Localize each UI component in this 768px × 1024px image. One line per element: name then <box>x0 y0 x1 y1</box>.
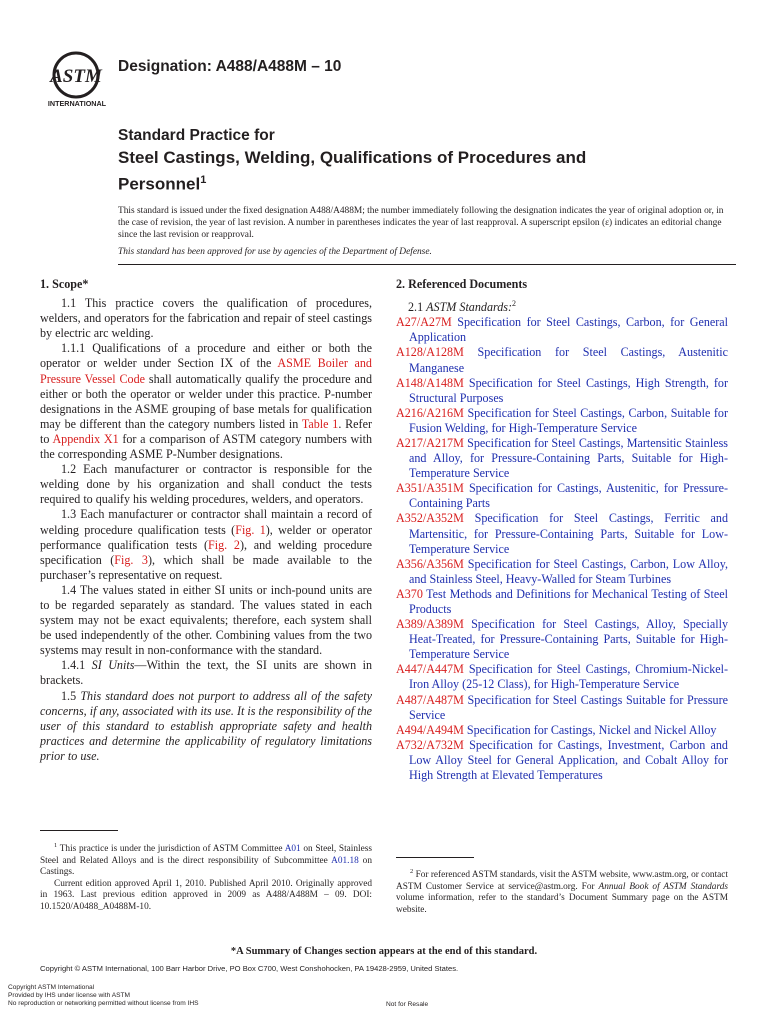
para-text: ), welder or operator performance qualification tests ( <box>40 522 373 552</box>
astm-standards-label <box>396 296 728 315</box>
summary-notice: *A Summary of Changes section appears at the end of this standard. <box>230 946 538 957</box>
fig-2-link[interactable]: Fig. 2 <box>207 537 240 552</box>
reference-title-link[interactable]: Specification for Steel Castings, Austenitic Manganese <box>409 345 728 375</box>
reference-title-link[interactable]: Specification for Castings, Austenitic, for Pressure-Containing Parts <box>409 481 728 511</box>
reference-code-link[interactable]: A217/A217M <box>396 435 464 450</box>
footnote-text: on Castings. <box>40 855 372 878</box>
reference-item <box>396 662 728 692</box>
reference-item <box>396 738 728 783</box>
para-1-2: 1.2 Each manufacturer or contractor is responsible for the welding done by his organization and shall conduct the tests required to qualify his welding procedures, welders, and operators. <box>40 462 372 507</box>
para-1-4-1 <box>40 658 372 688</box>
copyright-line: Copyright © ASTM International, 100 Barr Harbor Drive, PO Box C700, West Conshohocken, PA 19428-2959, United States. <box>40 964 459 973</box>
para-text: ), and welding procedure specification ( <box>40 537 372 567</box>
footnote-mark: 2 <box>512 299 517 309</box>
reference-title-link[interactable]: Specification for Castings, Investment, Carbon and Low Alloy Steel for General Application, and Cobalt Alloy for High Strength at Elevated Temperatures <box>409 737 728 783</box>
reference-item <box>396 511 728 556</box>
reference-code-link[interactable]: A370 <box>396 586 423 601</box>
para-text: —Within the text, the SI units are shown in brackets. <box>40 658 372 688</box>
title-prefix: Standard Practice for <box>118 127 275 144</box>
scope-heading: 1. Scope* <box>40 277 89 291</box>
license-line: Copyright ASTM International <box>8 984 95 991</box>
designation: Designation: A488/A488M – 10 <box>118 58 342 75</box>
para-number: 2.1 <box>408 300 427 315</box>
para-1-1-1 <box>40 341 372 462</box>
reference-title-link[interactable]: Specification for Steel Castings, Carbon, Suitable for Fusion Welding, for High-Temperature Service <box>409 405 728 435</box>
reference-code-link[interactable]: A352/A352M <box>396 511 464 526</box>
issuance-note: This standard is issued under the fixed designation A488/A488M; the number immediately following the designation indicates the year of original adoption or, in the case of revision, the year of last revision. A number in parentheses indicates the year of last reapproval. A superscript epsilon (ε) indicates an editorial change since the last revision or reapproval. <box>118 206 724 240</box>
para-text: . Refer to <box>40 416 372 446</box>
reference-title-link[interactable]: Specification for Steel Castings, Carbon, Low Alloy, and Stainless Steel, Heavy-Walled for Steam Turbines <box>409 556 728 586</box>
license-line: No reproduction or networking permitted without license from IHS <box>8 999 199 1007</box>
footnote-text: on Steel, Stainless Steel and Related Alloys and is the direct responsibility of Subcommittee <box>40 844 372 866</box>
reference-item <box>396 345 728 375</box>
reference-item <box>396 723 728 738</box>
reference-code-link[interactable]: A128/A128M <box>396 345 464 360</box>
subcommittee-a01-18-link[interactable]: A01.18 <box>331 855 359 866</box>
reference-title-link[interactable]: Specification for Steel Castings, Carbon, for General Application <box>409 315 728 345</box>
reference-item <box>396 376 728 406</box>
dod-approval-note: This standard has been approved for use by agencies of the Department of Defense. <box>118 247 432 257</box>
reference-code-link[interactable]: A216/A216M <box>396 405 464 420</box>
license-notice <box>8 984 199 1007</box>
footnote-mark: 2 <box>410 868 414 875</box>
reference-item <box>396 557 728 587</box>
reference-code-link[interactable]: A27/A27M <box>396 315 452 330</box>
reference-item <box>396 587 728 617</box>
para-text: shall automatically qualify the procedure and either or both the operator or welder under this practice. P-number designations in the ASME grouping of base metals for qualification may be different than the category numbers listed in <box>40 371 372 431</box>
title-line-3: Personnel <box>118 174 201 194</box>
reference-title-link[interactable]: Specification for Castings, Nickel and Nickel Alloy <box>466 722 717 737</box>
reference-title-link[interactable]: Test Methods and Definitions for Mechanical Testing of Steel Products <box>409 586 728 616</box>
footnote-divider-left <box>40 830 118 831</box>
reference-code-link[interactable]: A148/A148M <box>396 375 464 390</box>
title-line-2: Steel Castings, Welding, Qualifications of Procedures and <box>118 148 587 167</box>
para-subtitle: SI Units <box>91 658 135 673</box>
para-1-4: 1.4 The values stated in either SI units or inch-pound units are to be regarded separately as standard. The values stated in each system may not be exact equivalents; therefore, each system shall be used independently of the other. Combining values from the two systems may result in non-conformance with the standard. <box>40 582 372 658</box>
svg-text:ASTM: ASTM <box>50 66 102 87</box>
footnote-mark: 1 <box>54 842 58 849</box>
footnote-1 <box>40 840 372 914</box>
para-number: 1.5 <box>61 688 81 703</box>
reference-title-link[interactable]: Specification for Steel Castings, Martensitic Stainless and Alloy, for Pressure-Containing Parts, Suitable for High-Temperature Service <box>409 435 728 481</box>
reference-title-link[interactable]: Specification for Steel Castings, Alloy, Specially Heat-Treated, for Pressure-Containing Parts, Suitable for High-Temperature Service <box>409 617 728 662</box>
para-1-5 <box>40 689 372 764</box>
footnote-2 <box>396 866 728 916</box>
para-1-3 <box>40 507 372 582</box>
safety-statement: This standard does not purport to address all of the safety concerns, if any, associated with its use. It is the responsibility of the user of this standard to establish appropriate safety and health practices and determine the applicability of regulatory limitations prior to use. <box>40 688 372 763</box>
reference-item <box>396 315 728 345</box>
header-divider <box>118 264 736 265</box>
para-subtitle: ASTM Standards: <box>426 300 513 315</box>
reference-item <box>396 406 728 436</box>
para-text: ), which shall be made available to the purchaser’s representative on request. <box>40 552 373 582</box>
license-line: Provided by IHS under license with ASTM <box>8 991 131 999</box>
reference-item <box>396 436 728 481</box>
reference-code-link[interactable]: A494/A494M <box>396 722 464 737</box>
reference-code-link[interactable]: A389/A389M <box>396 617 464 632</box>
reference-title-link[interactable]: Specification for Steel Castings, Ferritic and Martensitic, for Pressure-Containing Parts, Suitable for Low-Temperature Service <box>409 511 728 556</box>
reference-code-link[interactable]: A351/A351M <box>396 481 464 496</box>
document-title <box>118 147 678 196</box>
referenced-documents-section <box>396 277 728 783</box>
reference-code-link[interactable]: A487/A487M <box>396 692 464 707</box>
reference-code-link[interactable]: A447/A447M <box>396 662 464 677</box>
table-1-link[interactable]: Table 1 <box>301 416 339 431</box>
reference-code-link[interactable]: A356/A356M <box>396 556 464 571</box>
reference-title-link[interactable]: Specification for Steel Castings Suitable for Pressure Service <box>409 692 728 722</box>
asme-code-link[interactable]: ASME Boiler and Pressure Vessel Code <box>40 356 372 386</box>
fig-1-link[interactable]: Fig. 1 <box>235 522 266 537</box>
footnote-divider-right <box>396 857 474 858</box>
fig-3-link[interactable]: Fig. 3 <box>114 552 148 567</box>
references-heading: 2. Referenced Documents <box>396 277 528 291</box>
footnote-text: For referenced ASTM standards, visit the ASTM website, www.astm.org, or contact ASTM Customer Service at service@astm.org. For <box>396 870 728 892</box>
not-for-resale: Not for Resale <box>386 1001 429 1008</box>
footnote-book-title: Annual Book of ASTM Standards <box>598 881 728 892</box>
reference-code-link[interactable]: A732/A732M <box>396 737 464 752</box>
reference-title-link[interactable]: Specification for Steel Castings, High Strength, for Structural Purposes <box>409 375 728 405</box>
title-footnote-mark: 1 <box>200 174 207 186</box>
para-number: 1.4.1 <box>61 658 92 673</box>
scope-section <box>40 277 372 764</box>
appendix-x1-link[interactable]: Appendix X1 <box>52 431 119 446</box>
reference-item <box>396 481 728 511</box>
para-text: 1.1.1 Qualifications of a procedure and either or both the operator or welder under Section IX of the <box>40 341 372 371</box>
para-text: 1.3 Each manufacturer or contractor shall maintain a record of welding procedure qualification tests ( <box>40 507 372 537</box>
reference-item <box>396 693 728 723</box>
svg-text:INTERNATIONAL: INTERNATIONAL <box>47 99 107 108</box>
reference-title-link[interactable]: Specification for Steel Castings, Chromium-Nickel-Iron Alloy (25-12 Class), for High-Temperature Service <box>409 662 728 692</box>
footnote-text: This practice is under the jurisdiction of ASTM Committee <box>57 844 285 855</box>
committee-a01-link[interactable]: A01 <box>284 844 301 855</box>
para-text: for a comparison of ASTM category numbers with the corresponding ASME P-Number designations. <box>40 431 372 462</box>
reference-item <box>396 617 728 662</box>
para-1-1: 1.1 This practice covers the qualification of procedures, welders, and operators for the fabrication and repair of steel castings by electric arc welding. <box>40 296 372 341</box>
footnote-text: volume information, refer to the standard’s Document Summary page on the ASTM website. <box>396 893 728 915</box>
reference-list <box>396 315 728 783</box>
astm-logo <box>44 50 110 108</box>
edition-note: Current edition approved April 1, 2010. Published April 2010. Originally approved in 1963. Last previous edition approved in 2009 as A488/A488M – 09. DOI: 10.1520/A0488_A0488M-10. <box>40 878 372 913</box>
